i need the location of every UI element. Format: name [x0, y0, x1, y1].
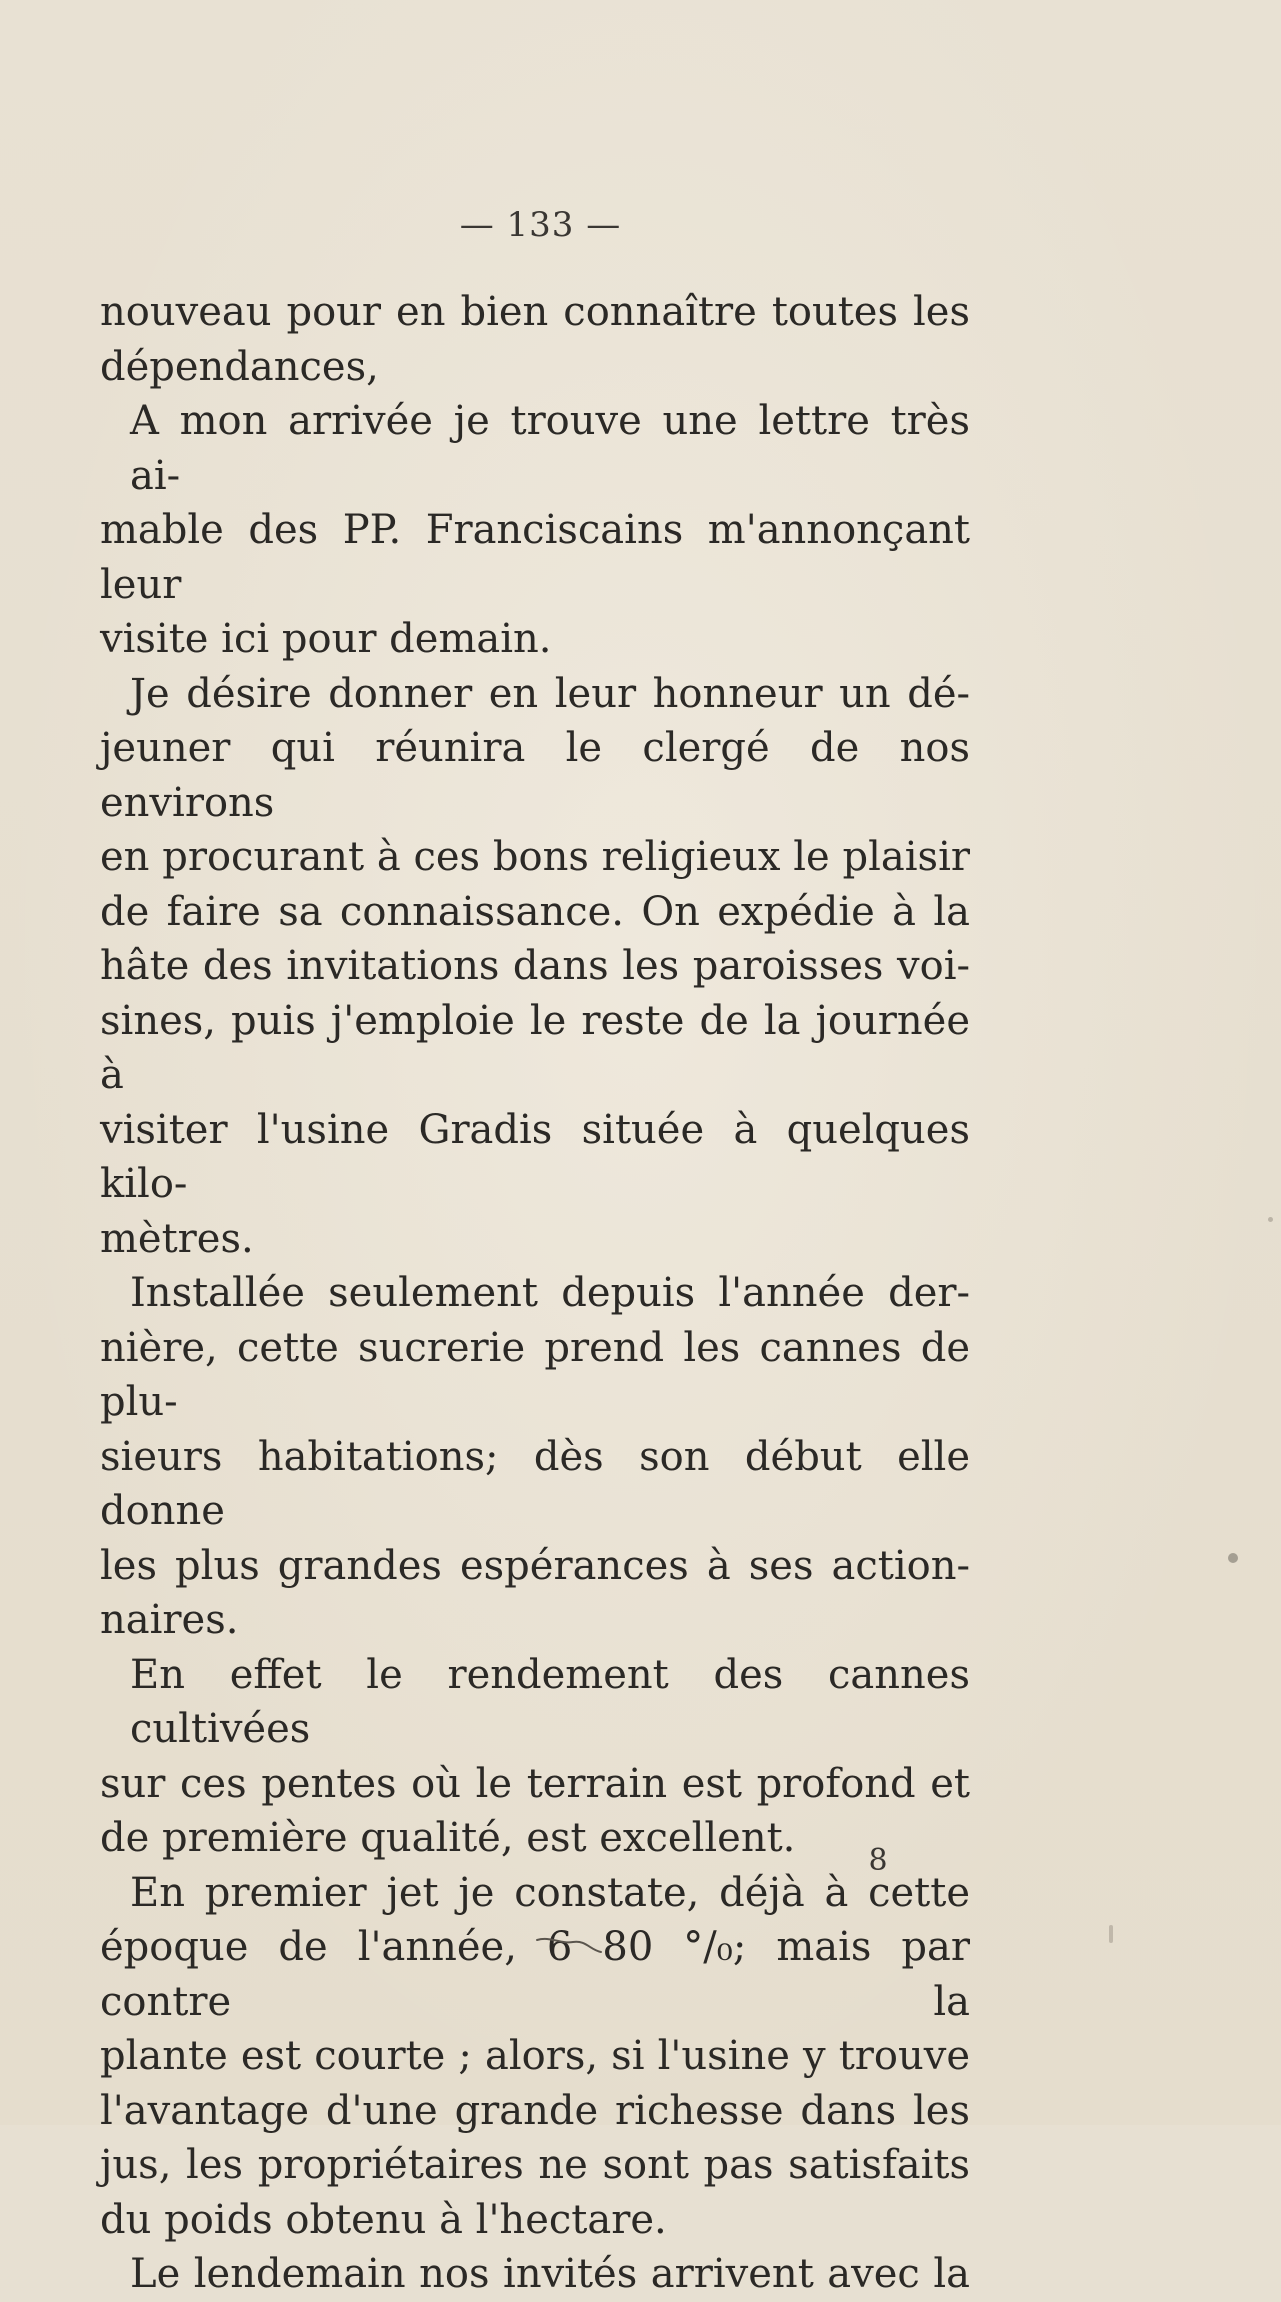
paragraph-3	[100, 667, 970, 1267]
text-line: plante est courte ; alors, si l'usine y trouve	[100, 2033, 970, 2079]
text-line: sieurs habitations; dès son début elle donne	[100, 1433, 970, 1534]
text-line: sines, puis j'emploie le reste de la journée à	[100, 997, 970, 1098]
signature-mark: 8	[868, 1843, 888, 1878]
paragraph-4	[100, 1266, 970, 1648]
text-line: nière, cette sucrerie prend les cannes de plu-	[100, 1324, 970, 1425]
text-line: visite ici pour demain.	[100, 616, 552, 662]
ink-speck	[1228, 1553, 1238, 1563]
ink-flourish	[535, 1930, 605, 1960]
paragraph-5	[100, 1648, 970, 1866]
text-line: hâte des invitations dans les paroisses voi-	[100, 943, 970, 989]
text-line: naires.	[100, 1597, 239, 1643]
text-line: A mon arrivée je trouve une lettre très ai-	[130, 398, 970, 499]
paragraph-1	[100, 285, 970, 394]
text-line: jeuner qui réunira le clergé de nos environs	[100, 725, 970, 826]
page-number: — 133 —	[459, 205, 622, 245]
text-line: nouveau pour en bien connaître toutes les	[100, 289, 970, 335]
text-line: du poids obtenu à l'hectare.	[100, 2196, 667, 2243]
text-line: sur ces pentes où le terrain est profond et	[100, 1760, 970, 1807]
text-line: en procurant à ces bons religieux le plaisir	[100, 834, 970, 880]
text-line: Le lendemain nos invités arrivent avec la	[130, 2251, 970, 2297]
text-line: dépendances,	[100, 343, 379, 390]
text-line: l'avantage d'une grande richesse dans les	[100, 2087, 970, 2134]
text-line: mètres.	[100, 1215, 254, 1262]
text-line: les plus grandes espérances à ses action-	[100, 1542, 970, 1589]
text-line: de première qualité, est excellent.	[100, 1815, 796, 1861]
text-line: Je désire donner en leur honneur un dé-	[130, 670, 970, 717]
paragraph-6	[100, 1866, 970, 2248]
text-line: mable des PP. Franciscains m'annonçant leur	[100, 507, 970, 608]
text-line: époque de l'année, 6 80 °/₀; mais par contre la	[100, 1924, 970, 2025]
text-line: En effet le rendement des cannes cultivées	[130, 1651, 970, 1752]
text-line: jus, les propriétaires ne sont pas satisfaits	[100, 2142, 970, 2188]
paragraph-7	[100, 2247, 970, 2302]
text-line: Installée seulement depuis l'année der-	[130, 1270, 970, 1316]
ink-speck	[1109, 1925, 1113, 1943]
text-line: de faire sa connaissance. On expédie à la	[100, 888, 970, 935]
paragraph-2	[100, 394, 970, 667]
text-line: visiter l'usine Gradis située à quelques kilo-	[100, 1106, 970, 1207]
body-text	[100, 285, 970, 2302]
text-line: En premier jet je constate, déjà à cette	[130, 1869, 970, 1916]
ink-speck	[1268, 1217, 1273, 1222]
